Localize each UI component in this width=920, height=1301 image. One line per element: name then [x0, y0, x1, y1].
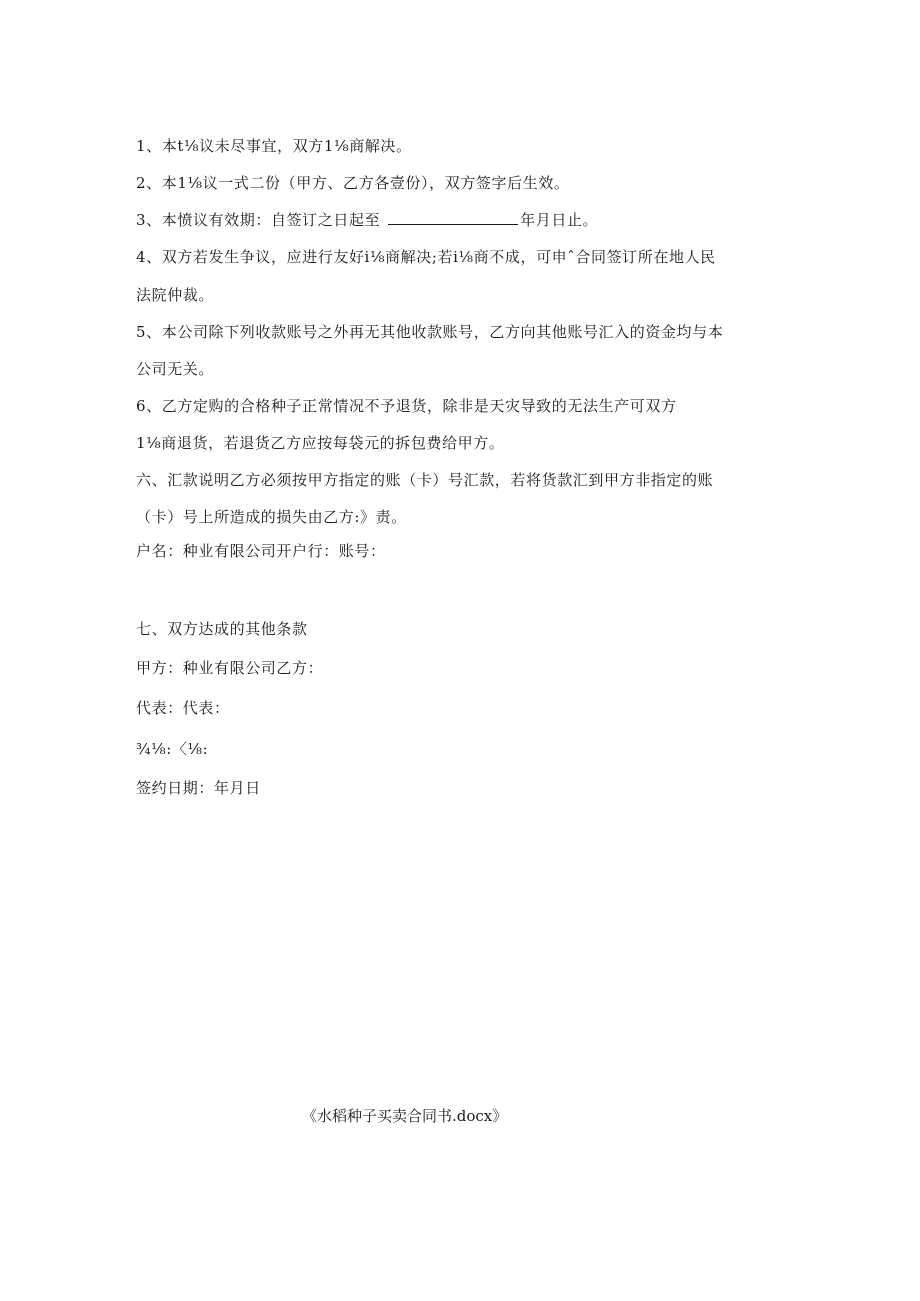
clause-5-line-1: 5、本公司除下列收款账号之外再无其他收款账号，乙方向其他账号汇入的资金均与本	[136, 323, 724, 341]
clause-6-line-1: 6、乙方定购的合格种子正常情况不予退货，除非是天灾导致的无法生产可双方	[136, 397, 677, 415]
representatives-line: 代表：代表：	[136, 699, 230, 717]
clause-4-line-2: 法院仲裁。	[136, 286, 215, 304]
section-7-title: 七、双方达成的其他条款	[136, 620, 308, 638]
clause-2: 2、本1⅛议一式二份（甲方、乙方各壹份），双方签字后生效。	[136, 174, 570, 192]
clause-1: 1、本t⅛议未尽事宜，双方1⅛商解决。	[136, 137, 412, 155]
account-info: 户名：种业有限公司开户行：账号：	[136, 542, 386, 560]
clause-3-text: 3、本愤议有效期：自签订之日起至	[136, 211, 381, 229]
parties-line: 甲方：种业有限公司乙方：	[136, 659, 324, 677]
clause-3	[136, 210, 598, 230]
section-6-line-1: 六、汇款说明乙方必须按甲方指定的账（卡）号汇款，若将货款汇到甲方非指定的账	[136, 471, 714, 489]
sign-date-line: 签约日期：年月日	[136, 779, 261, 797]
clause-6-line-2: 1⅛商退货，若退货乙方应按每袋元的拆包费给甲方。	[136, 434, 505, 452]
misc-line: ¾⅛:〈⅛:	[136, 740, 209, 758]
section-6-line-2: （卡）号上所造成的损失由乙方:》责。	[136, 508, 407, 526]
fill-in-blank	[388, 210, 518, 225]
clause-4-line-1: 4、双方若发生争议，应进行友好i⅛商解决;若i⅛商不成，可申ˆ合同签订所在地人民	[136, 248, 716, 266]
clause-3-suffix: 年月日止。	[520, 211, 599, 229]
clause-5-line-2: 公司无关。	[136, 360, 215, 378]
footer-filename: 《水稻种子买卖合同书.docx》	[302, 1107, 508, 1125]
